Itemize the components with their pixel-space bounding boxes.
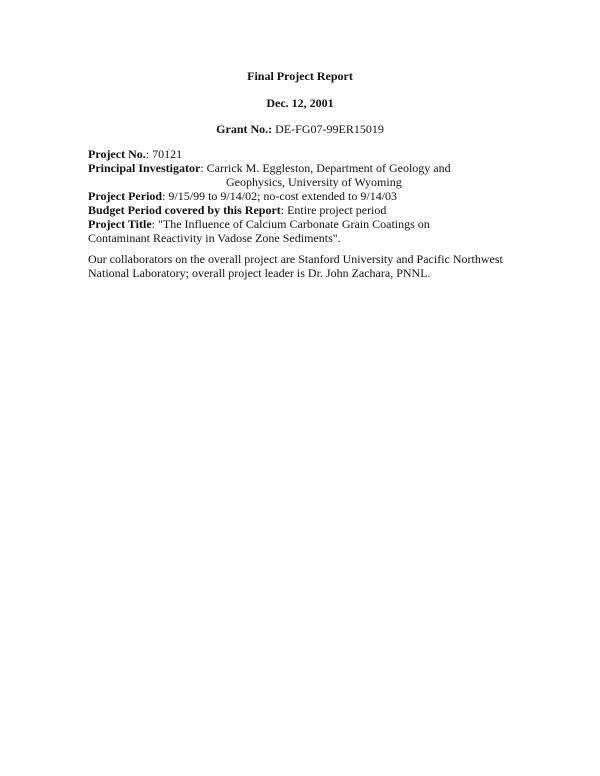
grant-line <box>0 122 600 136</box>
field-label: Project Period <box>88 189 163 203</box>
field-value: : 9/15/99 to 9/14/02; no-cost extended to 9/14/03 <box>162 189 398 203</box>
field-project-title <box>88 217 528 231</box>
field-project-title-continued <box>88 231 528 245</box>
field-value: : 70121 <box>145 147 183 161</box>
field-project-period <box>88 189 528 203</box>
report-date: Dec. 12, 2001 <box>266 96 334 110</box>
field-principal-investigator-continued <box>88 175 528 189</box>
field-label: Budget Period covered by this Report <box>88 203 281 217</box>
field-value: : "The Influence of Calcium Carbonate Grain Coatings on <box>151 217 430 231</box>
field-label: Project No. <box>88 147 146 161</box>
project-fields <box>88 147 528 245</box>
field-label: Principal Investigator <box>88 161 201 175</box>
grant-label: Grant No.: <box>216 122 273 136</box>
field-value: : Carrick M. Eggleston, Department of Geology and <box>200 161 451 175</box>
grant-number: DE-FG07-99ER15019 <box>275 122 384 136</box>
field-value: : Entire project period <box>280 203 387 217</box>
field-project-no <box>88 147 528 161</box>
field-value: Geophysics, University of Wyoming <box>226 175 402 189</box>
collaborators-paragraph: Our collaborators on the overall project are Stanford University and Pacific Northwest National Laboratory; overall project leader is Dr. John Zachara, PNNL. <box>88 252 503 280</box>
field-principal-investigator <box>88 161 528 175</box>
field-value: Contaminant Reactivity in Vadose Zone Sediments". <box>88 231 341 245</box>
field-label: Project Title <box>88 217 152 231</box>
report-title: Final Project Report <box>247 69 353 83</box>
field-budget-period <box>88 203 528 217</box>
